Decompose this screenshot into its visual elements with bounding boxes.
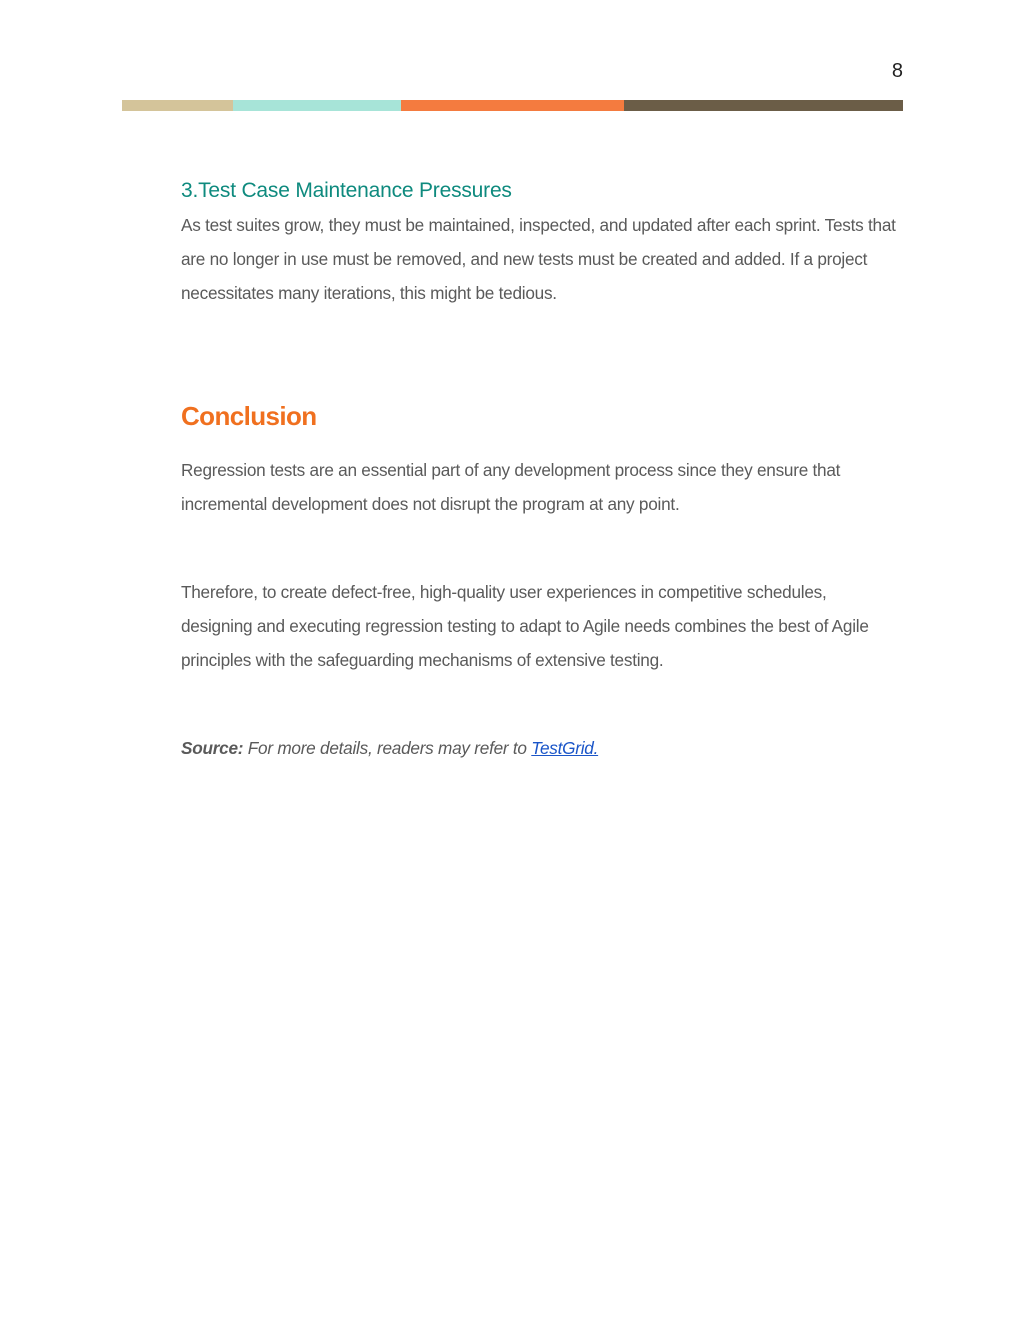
conclusion-paragraph-2: Therefore, to create defect-free, high-quality user experiences in competitive schedules, designing and executing regression testing to adapt to Agile needs combines the best of Agile principles with the safeguarding mechanisms of extensive testing. bbox=[181, 582, 869, 670]
source-line bbox=[181, 731, 901, 765]
page-content bbox=[181, 176, 901, 765]
conclusion-heading: Conclusion bbox=[181, 401, 317, 431]
conclusion-paragraph-1: Regression tests are an essential part of any development process since they ensure that incremental development does not disrupt the program at any point. bbox=[181, 460, 841, 514]
header-color-bar bbox=[122, 100, 903, 111]
page-number: 8 bbox=[891, 60, 903, 82]
section-paragraph: As test suites grow, they must be maintained, inspected, and updated after each sprint. Tests that are no longer in use must be removed, and new tests must be created and added. If a project necessitates many iterations, this might be tedious. bbox=[181, 215, 896, 303]
testgrid-link[interactable]: TestGrid. bbox=[531, 738, 599, 758]
color-bar-segment bbox=[624, 100, 903, 111]
source-label: Source: bbox=[181, 738, 244, 758]
color-bar-segment bbox=[122, 100, 233, 111]
section-subheading: 3.Test Case Maintenance Pressures bbox=[181, 179, 512, 202]
color-bar-segment bbox=[401, 100, 624, 111]
source-text: For more details, readers may refer to bbox=[243, 738, 532, 758]
color-bar-segment bbox=[233, 100, 401, 111]
